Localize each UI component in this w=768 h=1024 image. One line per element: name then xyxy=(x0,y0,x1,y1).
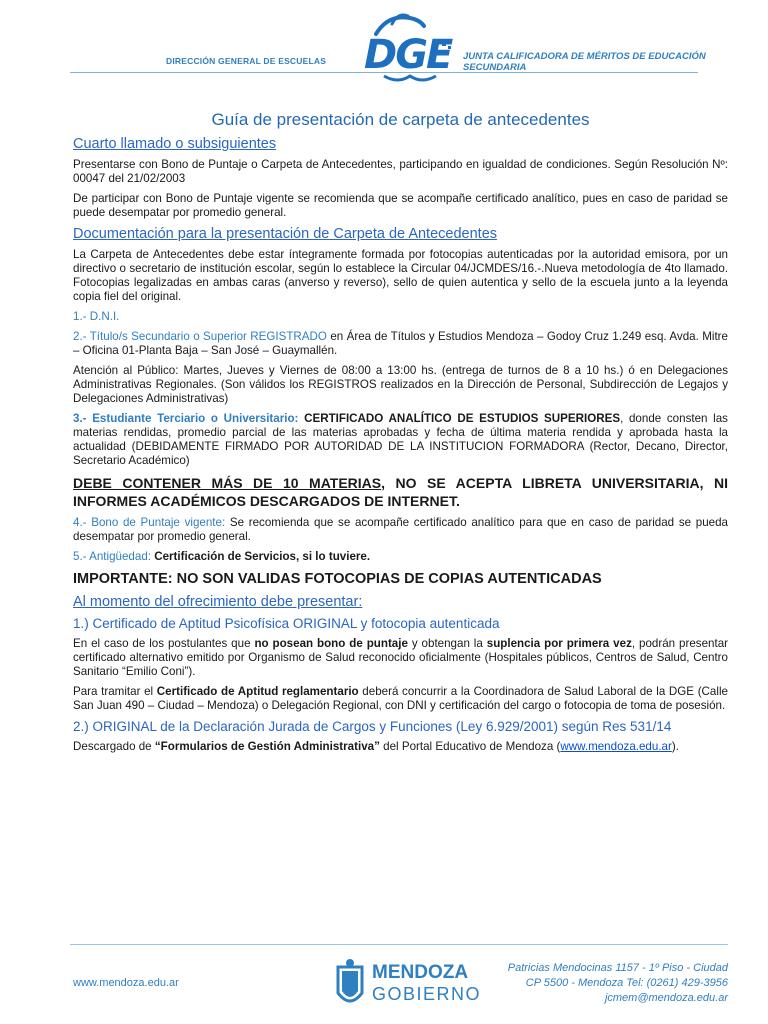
section-heading-documentacion: Documentación para la presentación de Carpeta de Antecedentes xyxy=(73,226,498,242)
subheading-certificado-aptitud: 1.) Certificado de Aptitud Psicofísica ORIGINAL y fotocopia autenticada xyxy=(73,616,500,631)
paragraph-atencion: Atención al Público: Martes, Jueves y Viernes de 08:00 a 13:00 hs. (entrega de turnos de 8 a 10 hs.) ó en Delegaciones Administrativas Regionales. (Son válidos los REGISTROS realizados en la Dirección de Personal, Subdirección de Legajos y Delegaciones Administrativas) xyxy=(73,364,728,405)
text: y obtengan la xyxy=(407,637,487,650)
text: Para tramitar el xyxy=(73,685,157,698)
warning-text xyxy=(73,474,728,510)
item-text: , donde consten las materias rendidas, promedio parcial de las materias aprobadas y fecha de última materia rendida y aprobada hasta la actualidad (DEBIDAMENTE FIRMADO POR AUTORIDAD DE LA INSTITUCION FORMADORA (Rector, Decano, Director, Secretario Académico) xyxy=(73,412,728,467)
text-bold: “Formularios de Gestión Administrativa” xyxy=(154,740,380,753)
important-notice: IMPORTANTE: NO SON VALIDAS FOTOCOPIAS DE COPIAS AUTENTICADAS xyxy=(73,571,602,587)
page-title: Guía de presentación de carpeta de antecedentes xyxy=(211,110,590,129)
footer-address-line2: CP 5500 - Mendoza Tel: (0261) 429-3956 xyxy=(525,977,728,989)
item-text: en Área de Títulos y Estudios Mendoza – Godoy Cruz 1.249 esq. Avda. Mitre – Oficina 01-Planta Baja – San José – Guaymallén. xyxy=(73,330,728,357)
footer-url[interactable]: www.mendoza.edu.ar xyxy=(73,977,179,989)
list-item-titulo xyxy=(73,330,728,358)
paragraph xyxy=(73,740,728,754)
text-bold: Certificado de Aptitud reglamentario xyxy=(156,685,359,698)
paragraph: De participar con Bono de Puntaje vigente se recomienda que se acompañe certificado analítico, pues en caso de paridad se puede desempatar por promedio general. xyxy=(73,192,728,219)
list-item-dni: 1.- D.N.I. xyxy=(73,310,120,323)
footer-address xyxy=(508,961,728,1006)
footer-email[interactable]: jcmem@mendoza.edu.ar xyxy=(604,992,728,1004)
warning-rest: , NO SE ACEPTA LIBRETA UNIVERSITARIA, NI INFORMES ACADÉMICOS DESCARGADOS DE INTERNET. xyxy=(73,475,729,509)
paragraph: La Carpeta de Antecedentes debe estar íntegramente formada por fotocopias autenticadas por la autoridad emisora, por un directivo o secretario de institución escolar, según lo establece la Circular 04/JCMDES/16.-.Nueva metodología de 4to llamado. Fotocopias legalizadas en ambas caras (anverso y reverso), sello de quien autentica y sello de la escuela junto a la leyenda copia fiel del original. xyxy=(73,248,728,303)
item-text: Certificación de Servicios, si lo tuviere. xyxy=(151,550,371,563)
section-heading-cuarto-llamado: Cuarto llamado o subsiguientes xyxy=(73,136,277,152)
list-item-bono xyxy=(73,516,728,544)
header-right-line1: JUNTA CALIFICADORA DE MÉRITOS DE EDUCACIÓN xyxy=(463,51,706,62)
footer-divider xyxy=(70,944,728,945)
text-bold: suplencia por primera vez xyxy=(486,637,632,650)
list-item-antiguedad xyxy=(73,550,728,564)
header-left-text: DIRECCIÓN GENERAL DE ESCUELAS xyxy=(166,56,327,66)
paragraph xyxy=(73,637,728,679)
item-label: 2.- Título/s Secundario o Superior REGISTRADO xyxy=(73,330,327,343)
section-heading-ofrecimiento: Al momento del ofrecimiento debe presentar: xyxy=(73,594,363,610)
header-right-text xyxy=(463,51,706,73)
paragraph: Presentarse con Bono de Puntaje o Carpeta de Antecedentes, participando en igualdad de condiciones. Según Resolución Nº: 00047 del 21/02/2003 xyxy=(73,158,728,185)
dge-logo xyxy=(358,12,458,90)
text: Descargado de xyxy=(73,740,155,753)
coat-of-arms-icon xyxy=(330,953,370,1013)
document-body xyxy=(73,110,728,760)
footer-logo-gobierno: GOBIERNO xyxy=(372,984,482,1004)
header-right-line2: SECUNDARIA xyxy=(463,62,527,73)
footer-logo-mendoza: MENDOZA xyxy=(372,962,469,983)
warning-underlined: DEBE CONTENER MÁS DE 10 MATERIAS xyxy=(73,475,382,491)
dge-logo-text: DGE xyxy=(364,32,452,78)
footer-address-line1: Patricias Mendocinas 1157 - 1º Piso - Ciudad xyxy=(507,962,728,974)
item-bold: CERTIFICADO ANALÍTICO DE ESTUDIOS SUPERIORES xyxy=(298,412,621,425)
mendoza-edu-link[interactable]: www.mendoza.edu.ar xyxy=(560,740,672,753)
text: ). xyxy=(671,740,679,753)
item-label: 5.- Antigüedad: xyxy=(73,550,151,563)
item-label: 4.- Bono de Puntaje vigente: xyxy=(73,516,226,529)
text: del Portal Educativo de Mendoza ( xyxy=(379,740,561,753)
subheading-declaracion-jurada: 2.) ORIGINAL de la Declaración Jurada de Cargos y Funciones (Ley 6.929/2001) según Res 531/14 xyxy=(73,719,672,734)
item-label: 3.- Estudiante Terciario o Universitario: xyxy=(73,412,299,425)
text: En el caso de los postulantes que xyxy=(73,637,255,650)
text-bold: no posean bono de puntaje xyxy=(254,637,408,650)
text: deberá concurrir a la Coordinadora de Salud Laboral de la DGE (Calle San Juan 490 – Ciudad – Mendoza) o Delegación Regional, con DNI y certificación del cargo o fotocopia de toma de posesión. xyxy=(73,685,728,712)
text: , podrán presentar certificado alternativo emitido por Organismo de Salud reconocido oficialmente (Hospitales públicos, Centros de Salud, Centro Sanitario “Emilio Coni”). xyxy=(73,637,728,678)
list-item-estudiante xyxy=(73,412,728,468)
paragraph xyxy=(73,685,728,713)
item-text: Se recomienda que se acompañe certificado analítico para que en caso de paridad se pueda desempatar por promedio general. xyxy=(73,516,728,543)
